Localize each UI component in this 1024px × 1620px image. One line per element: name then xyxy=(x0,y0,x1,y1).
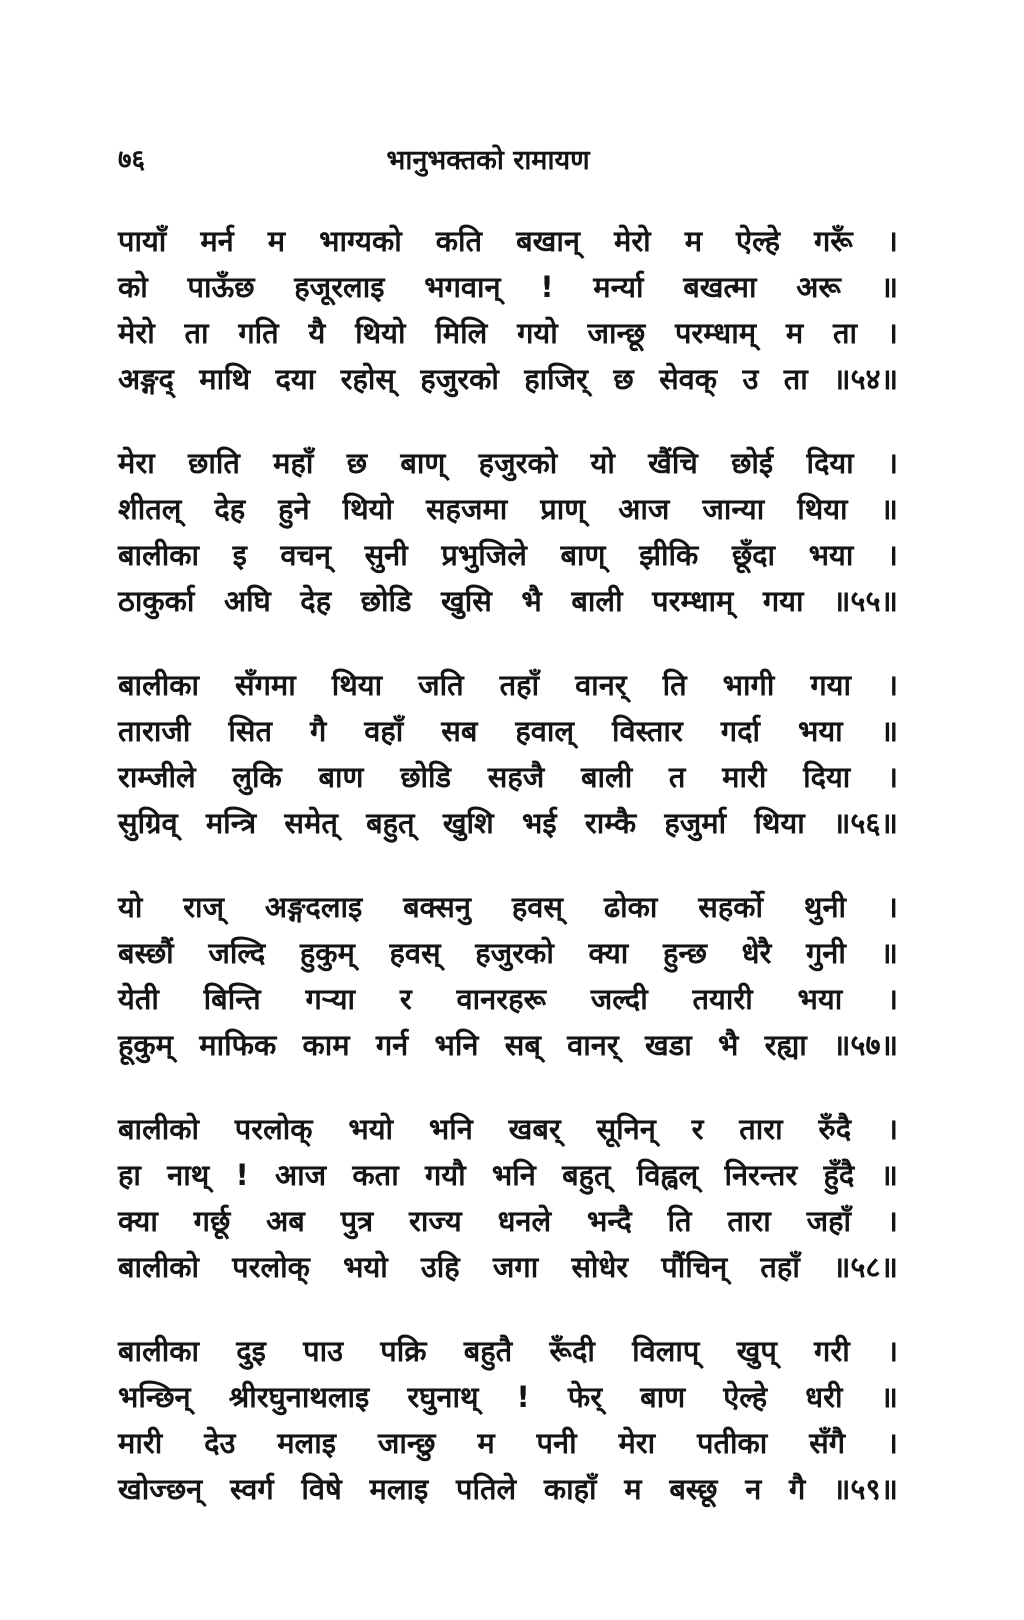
verse-word: ॥५४॥ xyxy=(833,362,898,396)
verse-word: पनी xyxy=(536,1426,577,1460)
verse-word: ! xyxy=(235,1158,249,1192)
verse-word: छ xyxy=(613,362,634,396)
verse-word: मन्त्रि xyxy=(205,806,257,840)
verse-word: ॥ xyxy=(880,936,898,970)
verse-word: ॥५८॥ xyxy=(832,1250,898,1284)
verse-word: यै xyxy=(308,316,326,350)
verse-stanza xyxy=(118,884,898,1068)
verse-word: हवाल् xyxy=(515,714,575,748)
verse-word: वानरहरू xyxy=(456,982,547,1016)
verse-body xyxy=(118,218,898,1550)
verse-word: । xyxy=(887,668,898,702)
verse-word: यो xyxy=(590,446,615,480)
verse-word: परलोक् xyxy=(234,1112,313,1146)
verse-word: । xyxy=(886,890,898,924)
verse-word: बाली xyxy=(580,760,633,794)
verse-word: हुने xyxy=(278,492,310,526)
verse-line xyxy=(118,1198,898,1244)
verse-word: । xyxy=(886,982,898,1016)
verse-word: परलोक् xyxy=(232,1250,310,1284)
verse-line xyxy=(118,1244,898,1290)
verse-word: ॥५९॥ xyxy=(833,1472,898,1506)
verse-word: बखान् xyxy=(516,224,580,258)
verse-word: भनि xyxy=(428,1112,473,1146)
verse-word: सुनी xyxy=(364,538,408,572)
verse-word: क्या xyxy=(118,1204,158,1238)
verse-word: गर्न xyxy=(375,1028,409,1062)
verse-word: परम्धाम् xyxy=(652,584,734,618)
verse-word: निरन्तर xyxy=(724,1158,798,1192)
verse-word: बालीको xyxy=(118,1250,200,1284)
verse-word: उहि xyxy=(420,1250,460,1284)
verse-word: खुसि xyxy=(441,584,492,618)
verse-word: गयो xyxy=(517,316,558,350)
verse-word: जल्दि xyxy=(208,936,266,970)
verse-line xyxy=(118,310,898,356)
verse-word: श्रीरघुनाथलाइ xyxy=(228,1380,370,1414)
verse-word: धनले xyxy=(497,1204,552,1238)
verse-word: कति xyxy=(435,224,483,258)
verse-word: ॥ xyxy=(880,270,898,304)
verse-word: सँगमा xyxy=(235,668,296,702)
verse-line xyxy=(118,662,898,708)
verse-word: देह xyxy=(214,492,246,526)
verse-word: विस्तार xyxy=(611,714,683,748)
verse-word: तयारी xyxy=(692,982,753,1016)
verse-word: भया xyxy=(797,982,843,1016)
verse-word: धेरै xyxy=(741,936,772,970)
verse-word: आज xyxy=(275,1158,327,1192)
verse-word: रूँदी xyxy=(549,1334,595,1368)
verse-word: बक्सनु xyxy=(403,890,471,924)
verse-word: त xyxy=(668,760,686,794)
verse-word: ॥५६॥ xyxy=(832,806,898,840)
verse-word: गुनी xyxy=(805,936,846,970)
verse-word: राज्य xyxy=(408,1204,462,1238)
verse-word: जति xyxy=(418,668,464,702)
verse-line xyxy=(118,532,898,578)
verse-word: तारा xyxy=(739,1112,783,1146)
verse-word: ति xyxy=(667,1204,692,1238)
verse-word: मलाइ xyxy=(369,1472,429,1506)
verse-line xyxy=(118,264,898,310)
verse-word: हुँदै xyxy=(823,1158,855,1192)
verse-word: हजुरको xyxy=(478,446,558,480)
verse-word: बालीको xyxy=(118,1112,200,1146)
verse-word: बालीका xyxy=(118,668,200,702)
verse-line xyxy=(118,1420,898,1466)
verse-line xyxy=(118,1152,898,1198)
verse-word: खडा xyxy=(645,1028,692,1062)
verse-word: बहुत् xyxy=(562,1158,611,1192)
verse-word: अब xyxy=(266,1204,305,1238)
verse-word: आज xyxy=(618,492,670,526)
verse-line xyxy=(118,1374,898,1420)
verse-word: पायाँ xyxy=(118,224,167,258)
verse-word: येती xyxy=(118,982,159,1016)
verse-word: ॥ xyxy=(880,1380,898,1414)
verse-word: देह xyxy=(300,584,332,618)
verse-word: गै xyxy=(309,714,327,748)
verse-word: ॥ xyxy=(880,492,898,526)
verse-word: पक्रि xyxy=(380,1334,427,1368)
verse-word: शीतल् xyxy=(118,492,182,526)
verse-word: ऐल्हे xyxy=(723,1380,768,1414)
verse-word: पौंचिन् xyxy=(661,1250,728,1284)
verse-word: भयो xyxy=(348,1112,394,1146)
verse-word: वहाँ xyxy=(364,714,404,748)
verse-word: इ xyxy=(232,538,247,572)
verse-word: गर्‍या xyxy=(305,982,356,1016)
verse-word: उ xyxy=(742,362,759,396)
verse-word: म xyxy=(684,224,703,258)
verse-word: पाऊँछ xyxy=(187,270,255,304)
verse-word: खबर् xyxy=(508,1112,561,1146)
verse-word: हवस् xyxy=(389,936,441,970)
verse-word: गर्दा xyxy=(720,714,760,748)
verse-word: मारी xyxy=(118,1426,163,1460)
verse-word: । xyxy=(886,1426,898,1460)
verse-word: विह्वल् xyxy=(636,1158,699,1192)
verse-line xyxy=(118,1466,898,1512)
verse-word: गया xyxy=(762,584,804,618)
verse-word: । xyxy=(887,760,898,794)
verse-word: फेर् xyxy=(567,1380,603,1414)
verse-word: नाथ् xyxy=(167,1158,210,1192)
verse-word: बाण xyxy=(318,760,364,794)
verse-word: राम्जीले xyxy=(118,760,196,794)
verse-word: जान्छू xyxy=(587,316,646,350)
verse-word: । xyxy=(886,446,898,480)
verse-stanza xyxy=(118,1106,898,1290)
verse-word: पाउ xyxy=(303,1334,343,1368)
verse-word: बहुतै xyxy=(463,1334,513,1368)
verse-word: थिया xyxy=(331,668,383,702)
verse-word: सहजमा xyxy=(425,492,508,526)
verse-word: । xyxy=(886,538,898,572)
verse-line xyxy=(118,800,898,846)
verse-word: हजुरको xyxy=(420,362,499,396)
verse-word: ऐल्हे xyxy=(736,224,780,258)
verse-word: झीकि xyxy=(639,538,699,572)
verse-word: सोधेर xyxy=(571,1250,629,1284)
verse-word: सब xyxy=(441,714,478,748)
verse-word: जल्दी xyxy=(590,982,648,1016)
verse-stanza xyxy=(118,1328,898,1512)
verse-line xyxy=(118,486,898,532)
verse-word: सुग्रिव् xyxy=(118,806,178,840)
verse-line xyxy=(118,440,898,486)
verse-word: म xyxy=(477,1426,495,1460)
verse-line xyxy=(118,1328,898,1374)
verse-word: सहर्को xyxy=(698,890,764,924)
verse-word: भगवान् xyxy=(424,270,501,304)
verse-word: वानर् xyxy=(575,668,627,702)
verse-word: सँगै xyxy=(809,1426,846,1460)
verse-word: पतिले xyxy=(455,1472,517,1506)
verse-word: तहाँ xyxy=(760,1250,800,1284)
verse-word: हूकुम् xyxy=(118,1028,174,1062)
verse-line xyxy=(118,754,898,800)
verse-line xyxy=(118,976,898,1022)
verse-word: सब् xyxy=(504,1028,541,1062)
verse-word: अरू xyxy=(796,270,841,304)
verse-word: रुँदै xyxy=(818,1112,852,1146)
verse-word: भई xyxy=(522,806,557,840)
verse-word: थुनी xyxy=(803,890,847,924)
verse-word: परम्धाम् xyxy=(674,316,757,350)
verse-word: भनि xyxy=(434,1028,479,1062)
verse-word: । xyxy=(886,1204,898,1238)
verse-word: हुकुम् xyxy=(299,936,355,970)
verse-word: । xyxy=(886,1112,898,1146)
verse-word: सित xyxy=(228,714,273,748)
verse-word: भै xyxy=(521,584,542,618)
verse-word: छोडि xyxy=(400,760,452,794)
verse-word: तारा xyxy=(727,1204,771,1238)
verse-word: ॥५५॥ xyxy=(833,584,898,618)
verse-word: प्राण् xyxy=(540,492,586,526)
verse-word: सूनिन् xyxy=(596,1112,656,1146)
verse-word: भन्छिन् xyxy=(118,1380,191,1414)
verse-word: छोडि xyxy=(360,584,412,618)
verse-word: मर्न्या xyxy=(593,270,644,304)
verse-word: पुत्र xyxy=(340,1204,374,1238)
verse-word: अङ्गद् xyxy=(118,362,174,396)
verse-word: छोई xyxy=(731,446,774,480)
verse-word: वचन् xyxy=(280,538,332,572)
verse-word: मेरो xyxy=(613,224,651,258)
verse-word: काहाँ xyxy=(543,1472,597,1506)
verse-line xyxy=(118,708,898,754)
verse-word: र xyxy=(691,1112,704,1146)
verse-word: भया xyxy=(808,538,854,572)
verse-word: महाँ xyxy=(273,446,314,480)
verse-word: खैंचि xyxy=(648,446,698,480)
verse-word: खोज्छन् xyxy=(118,1472,203,1506)
verse-word: अघि xyxy=(223,584,271,618)
verse-word: खुशि xyxy=(442,806,494,840)
verse-word: । xyxy=(886,1334,898,1368)
verse-word: मिलि xyxy=(435,316,488,350)
verse-word: र xyxy=(399,982,412,1016)
verse-word: गया xyxy=(810,668,852,702)
verse-word: बस्छू xyxy=(669,1472,718,1506)
verse-line xyxy=(118,578,898,624)
verse-word: ढोका xyxy=(603,890,658,924)
verse-word: जान्छु xyxy=(377,1426,436,1460)
verse-word: ता xyxy=(833,316,858,350)
verse-word: दया xyxy=(275,362,316,396)
verse-word: ताराजी xyxy=(118,714,191,748)
verse-word: गयौ xyxy=(424,1158,466,1192)
verse-word: दिया xyxy=(803,760,851,794)
verse-word: खुप् xyxy=(736,1334,777,1368)
verse-word: रहोस् xyxy=(340,362,395,396)
verse-word: छूँदा xyxy=(731,538,776,572)
verse-word: ॥ xyxy=(880,1158,898,1192)
verse-word: गरी xyxy=(814,1334,850,1368)
verse-word: माफिक xyxy=(199,1028,277,1062)
verse-word: भयो xyxy=(343,1250,388,1284)
verse-word: म xyxy=(785,316,804,350)
verse-word: राम्कै xyxy=(584,806,637,840)
verse-word: बाण् xyxy=(560,538,606,572)
verse-word: काम xyxy=(302,1028,350,1062)
verse-word: मेरो xyxy=(118,316,155,350)
verse-word: यो xyxy=(118,890,143,924)
verse-word: जगा xyxy=(492,1250,539,1284)
verse-word: ॥५७॥ xyxy=(833,1028,898,1062)
verse-word: ! xyxy=(516,1380,530,1414)
verse-word: । xyxy=(886,224,898,258)
verse-word: भै xyxy=(717,1028,739,1062)
verse-word: हा xyxy=(118,1158,141,1192)
verse-word: बालीका xyxy=(118,1334,200,1368)
verse-word: कता xyxy=(352,1158,399,1192)
verse-word: भया xyxy=(797,714,843,748)
verse-word: म xyxy=(624,1472,642,1506)
page-header xyxy=(118,140,858,180)
verse-line xyxy=(118,218,898,264)
verse-word: भागी xyxy=(722,668,775,702)
verse-word: स्वर्ग xyxy=(229,1472,274,1506)
verse-word: बाली xyxy=(571,584,623,618)
verse-word: छाति xyxy=(188,446,240,480)
verse-word: दिया xyxy=(806,446,854,480)
verse-word: भाग्यको xyxy=(319,224,402,258)
verse-line xyxy=(118,1022,898,1068)
verse-word: भन्दै xyxy=(586,1204,632,1238)
verse-word: गै xyxy=(789,1472,806,1506)
verse-word: हवस् xyxy=(511,890,563,924)
verse-word: मेरा xyxy=(118,446,155,480)
verse-word: थियो xyxy=(342,492,393,526)
verse-word: देउ xyxy=(204,1426,236,1460)
verse-word: ठाकुर्का xyxy=(118,584,195,618)
verse-line xyxy=(118,884,898,930)
verse-word: मेरा xyxy=(618,1426,656,1460)
verse-stanza xyxy=(118,218,898,402)
verse-word: भनि xyxy=(491,1158,536,1192)
verse-word: बालीका xyxy=(118,538,200,572)
verse-word: मलाइ xyxy=(277,1426,336,1460)
verse-word: दुइ xyxy=(236,1334,266,1368)
verse-word: म xyxy=(267,224,286,258)
verse-word: वानर् xyxy=(567,1028,619,1062)
verse-word: ॥ xyxy=(880,714,898,748)
verse-word: । xyxy=(886,316,898,350)
verse-word: को xyxy=(118,270,148,304)
verse-word: छ xyxy=(346,446,368,480)
verse-word: पतीका xyxy=(697,1426,768,1460)
verse-word: ता xyxy=(783,362,808,396)
verse-word: बाण् xyxy=(400,446,446,480)
verse-word: न xyxy=(745,1472,762,1506)
verse-stanza xyxy=(118,440,898,624)
page-number: ७६ xyxy=(118,145,146,175)
verse-word: थिया xyxy=(754,806,805,840)
verse-word: ता xyxy=(184,316,209,350)
verse-word: समेत् xyxy=(284,806,338,840)
verse-word: सहजै xyxy=(487,760,545,794)
verse-word: प्रभुजिले xyxy=(441,538,527,572)
verse-word: हजूरलाइ xyxy=(294,270,385,304)
verse-word: गरूँ xyxy=(813,224,853,258)
verse-word: गर्छू xyxy=(193,1204,231,1238)
verse-word: थियो xyxy=(355,316,406,350)
verse-word: क्या xyxy=(588,936,629,970)
verse-word: रघुनाथ् xyxy=(407,1380,479,1414)
verse-word: मर्न xyxy=(200,224,234,258)
verse-word: ति xyxy=(662,668,687,702)
verse-word: विलाप् xyxy=(632,1334,700,1368)
verse-word: मारी xyxy=(722,760,767,794)
verse-word: गति xyxy=(238,316,279,350)
verse-word: राज् xyxy=(183,890,225,924)
verse-word: हुन्छ xyxy=(662,936,707,970)
verse-word: ! xyxy=(540,270,554,304)
verse-word: बखत्मा xyxy=(683,270,757,304)
verse-line xyxy=(118,930,898,976)
verse-line xyxy=(118,356,898,402)
verse-word: जहाँ xyxy=(806,1204,852,1238)
verse-word: बिन्ति xyxy=(203,982,261,1016)
verse-word: धरी xyxy=(805,1380,843,1414)
verse-word: हाजिर् xyxy=(524,362,589,396)
verse-line xyxy=(118,1106,898,1152)
verse-word: सेवक् xyxy=(659,362,718,396)
verse-word: बहुत् xyxy=(366,806,415,840)
verse-word: रह्या xyxy=(764,1028,807,1062)
verse-word: थिया xyxy=(797,492,848,526)
verse-stanza xyxy=(118,662,898,846)
verse-word: बस्छौं xyxy=(118,936,174,970)
verse-word: तहाँ xyxy=(499,668,540,702)
verse-word: अङ्गदलाइ xyxy=(264,890,363,924)
verse-word: जान्या xyxy=(702,492,765,526)
verse-word: विषे xyxy=(301,1472,342,1506)
verse-word: हजुर्मा xyxy=(664,806,727,840)
verse-word: माथि xyxy=(199,362,251,396)
verse-word: बाण xyxy=(640,1380,686,1414)
verse-word: लुकि xyxy=(232,760,282,794)
verse-word: हजुरको xyxy=(475,936,554,970)
running-title: भानुभक्तको रामायण xyxy=(386,145,590,176)
